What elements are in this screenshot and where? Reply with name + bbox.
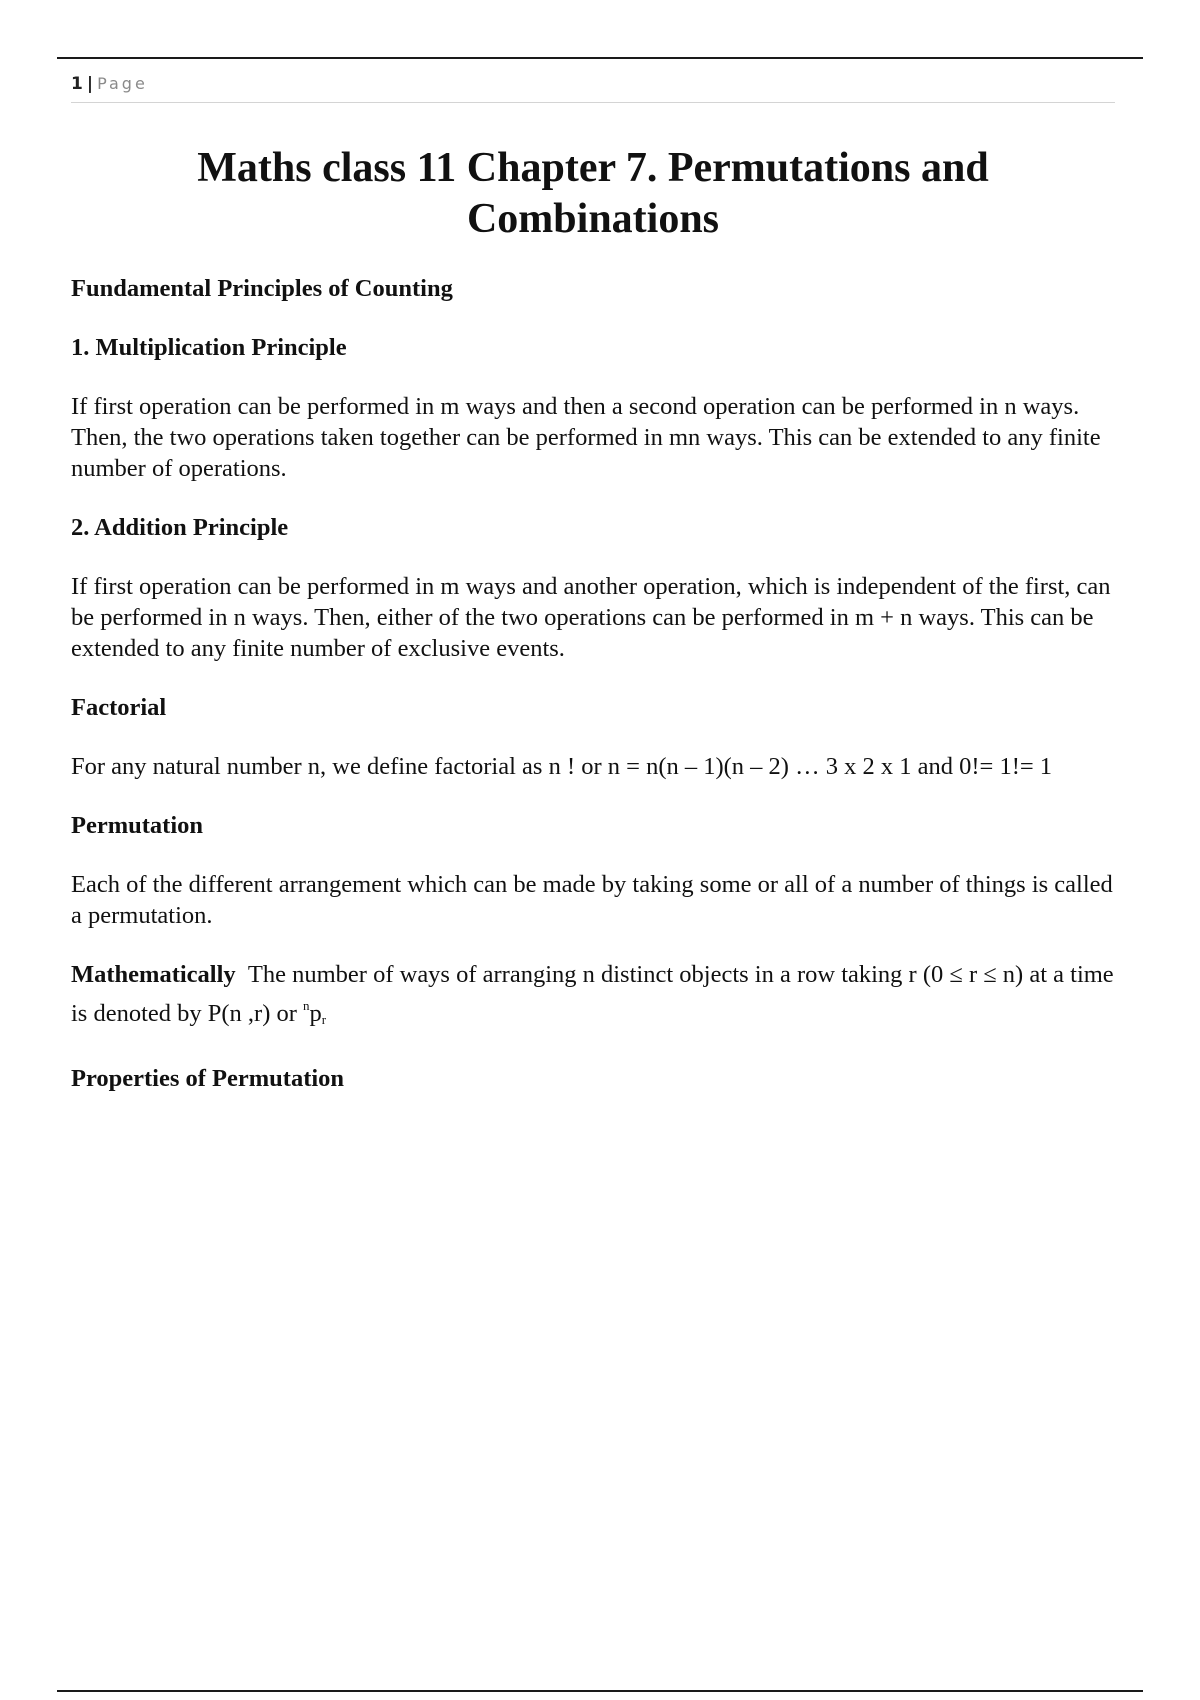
notation-superscript-n: n xyxy=(303,998,310,1013)
heading-factorial: Factorial xyxy=(71,694,167,721)
paragraph-permutation: Each of the different arrangement which can be made by taking some or all of a number of things is called a permutation. xyxy=(71,871,1113,929)
page-number: 1 xyxy=(71,74,83,94)
paragraph-addition-principle: If first operation can be performed in m ways and another operation, which is independent of the first, can be performed in n ways. Then, either of the two operations can be performed in m + n ways. This can be extended to any finite number of exclusive events. xyxy=(71,573,1111,662)
mathematically-text: The number of ways of arranging n distinct objects in a row taking r (0 ≤ r ≤ n) at a time is denoted by P(n ,r) or xyxy=(71,961,1114,1027)
notation-subscript-r: r xyxy=(321,1012,327,1027)
document-body xyxy=(71,273,1115,1122)
page-bottom-rule xyxy=(57,1690,1143,1692)
document-title: Maths class 11 Chapter 7. Permutations and Combinations xyxy=(197,145,989,242)
heading-fundamental-principles: Fundamental Principles of Counting xyxy=(71,275,453,302)
notation-base-p: p xyxy=(309,1000,322,1027)
heading-permutation: Permutation xyxy=(71,812,203,839)
heading-multiplication-principle: 1. Multiplication Principle xyxy=(71,334,347,361)
label-mathematically: Mathematically xyxy=(71,961,236,988)
page-top-rule xyxy=(57,57,1143,59)
heading-addition-principle: 2. Addition Principle xyxy=(71,514,289,541)
paragraph-multiplication-principle: If first operation can be performed in m ways and then a second operation can be performed in n ways. Then, the two operations taken together can be performed in mn ways. This can be extended to any finite number of operations. xyxy=(71,393,1101,482)
paragraph-mathematically xyxy=(71,959,1115,1035)
page-header xyxy=(71,72,1115,103)
paragraph-factorial: For any natural number n, we define factorial as n ! or n = n(n – 1)(n – 2) … 3 x 2 x 1 and 0!= 1!= 1 xyxy=(71,753,1053,780)
heading-properties-of-permutation: Properties of Permutation xyxy=(71,1065,345,1092)
page-label: Page xyxy=(97,74,148,93)
page-separator: | xyxy=(86,74,94,94)
